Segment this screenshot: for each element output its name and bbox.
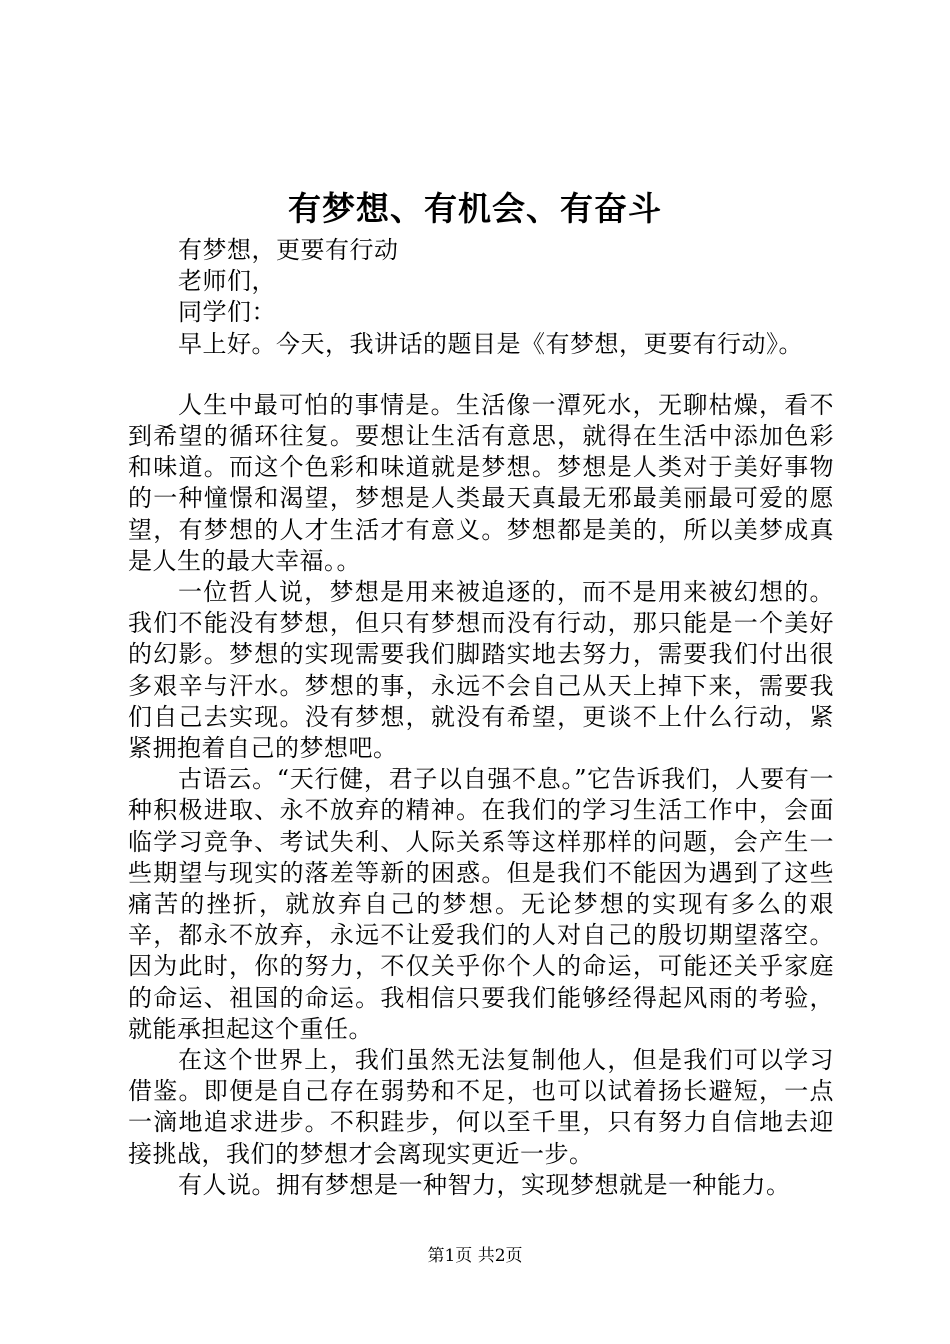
body-paragraph: 在这个世界上，我们虽然无法复制他人，但是我们可以学习借鉴。即便是自己存在弱势和不足，也可以试着扬长避短，一点一滴地追求进步。不积跬步，何以至千里，只有努力自信地去迎接挑战，我们的梦想才会离现实更近一步。	[128, 1046, 834, 1168]
body-paragraph: 人生中最可怕的事情是。生活像一潭死水，无聊枯燥，看不到希望的循环往复。要想让生活有意思，就得在生活中添加色彩和味道。而这个色彩和味道就是梦想。梦想是人类对于美好事物的一种憧憬和渴望，梦想是人类最天真最无邪最美丽最可爱的愿望，有梦想的人才生活才有意义。梦想都是美的，所以美梦成真是人生的最大幸福。。	[128, 390, 834, 575]
document-title: 有梦想、有机会、有奋斗	[288, 189, 662, 228]
greeting-paragraph: 早上好。今天，我讲话的题目是《有梦想，更要有行动》。	[178, 329, 803, 358]
document-body	[128, 235, 834, 1201]
salutation-teachers: 老师们，	[178, 267, 276, 296]
page-number-footer: 第1页 共2页	[427, 1246, 523, 1266]
speech-subtitle: 有梦想，更要有行动	[178, 236, 399, 264]
body-paragraph: 有人说。拥有梦想是一种智力，实现梦想就是一种能力。	[178, 1170, 791, 1199]
body-paragraph: 古语云。“天行健，君子以自强不息。”它告诉我们，人要有一种积极进取、永不放弃的精神。在我们的学习生活工作中，会面临学习竞争、考试失利、人际关系等这样那样的问题，会产生一些期望与现实的落差等新的困惑。但是我们不能因为遇到了这些痛苦的挫折，就放弃自己的梦想。无论梦想的实现有多么的艰辛，都永不放弃，永远不让爱我们的人对自己的殷切期望落空。因为此时，你的努力，不仅关乎你个人的命运，可能还关乎家庭的命运、祖国的命运。我相信只要我们能够经得起风雨的考验，就能承担起这个重任。	[128, 765, 834, 1043]
body-paragraph: 一位哲人说，梦想是用来被追逐的，而不是用来被幻想的。我们不能没有梦想，但只有梦想而没有行动，那只能是一个美好的幻影。梦想的实现需要我们脚踏实地去努力，需要我们付出很多艰辛与汗水。梦想的事，永远不会自己从天上掉下来，需要我们自己去实现。没有梦想，就没有希望，更谈不上什么行动，紧紧拥抱着自己的梦想吧。	[128, 578, 834, 763]
salutation-students: 同学们：	[178, 298, 276, 327]
